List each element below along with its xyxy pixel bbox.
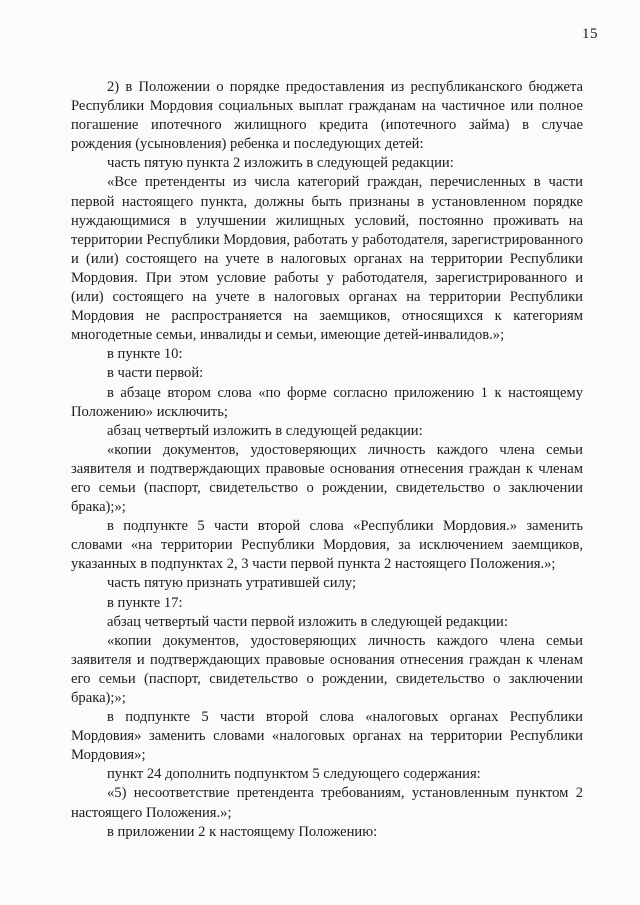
paragraph: «копии документов, удостоверяющих личность каждого члена семьи заявителя и подтверждающих правовые основания отнесения граждан к членам его семьи (паспорт, свидетельство о рождении, свидетельство о заключении брака);»; — [71, 632, 583, 706]
paragraph: абзац четвертый части первой изложить в следующей редакции: — [107, 613, 508, 630]
paragraph: часть пятую пункта 2 изложить в следующей редакции: — [107, 155, 454, 172]
paragraph: пункт 24 дополнить подпунктом 5 следующего содержания: — [107, 766, 481, 783]
paragraph: «Все претенденты из числа категорий граждан, перечисленных в части первой настоящего пункта, должны быть признаны в установленном порядке нуждающимися в улучшении жилищных условий, постоянно проживать на территории Республики Мордовия, работать у работодателя, зарегистрированного и (или) состоящего на учете в налоговых органах на территории Республики Мордовия. При этом условие работы у работодателя, зарегистрированного и (или) состоящего на учете в налоговых органах на территории Республики Мордовия не распространяется на заемщиков, относящихся к категориям многодетные семьи, инвалиды и семьи, имеющие детей-инвалидов.»; — [71, 174, 583, 344]
paragraph: в подпункте 5 части второй слова «Республики Мордовия.» заменить словами «на территории Республики Мордовия, за исключением заемщиков, указанных в подпунктах 2, 3 части первой пункта 2 настоящего Положения.»; — [71, 518, 583, 573]
paragraph: в части первой: — [107, 365, 204, 382]
paragraph: часть пятую признать утратившей силу; — [107, 575, 357, 592]
paragraph: 2) в Положении о порядке предоставления из республиканского бюджета Республики Мордовия социальных выплат гражданам на частичное или полное погашение ипотечного жилищного кредита (ипотечного займа) в случае рождения (усыновления) ребенка и последующих детей: — [71, 79, 583, 153]
paragraph: в пункте 17: — [107, 594, 183, 611]
paragraph: абзац четвертый изложить в следующей редакции: — [107, 422, 423, 439]
document-body — [71, 78, 583, 842]
paragraph: в абзаце втором слова «по форме согласно приложению 1 к настоящему Положению» исключить; — [71, 384, 583, 420]
paragraph: в приложении 2 к настоящему Положению: — [107, 823, 378, 840]
paragraph: в пункте 10: — [107, 346, 183, 363]
page-number: 15 — [582, 26, 598, 42]
paragraph: в подпункте 5 части второй слова «налоговых органах Республики Мордовия» заменить словами «налоговых органах на территории Республики Мордовия»; — [71, 709, 583, 764]
paragraph: «копии документов, удостоверяющих личность каждого члена семьи заявителя и подтверждающих правовые основания отнесения граждан к членам его семьи (паспорт, свидетельство о рождении, свидетельство о заключении брака);»; — [71, 441, 583, 516]
paragraph: «5) несоответствие претендента требованиям, установленным пунктом 2 настоящего Положения.»; — [71, 785, 583, 821]
